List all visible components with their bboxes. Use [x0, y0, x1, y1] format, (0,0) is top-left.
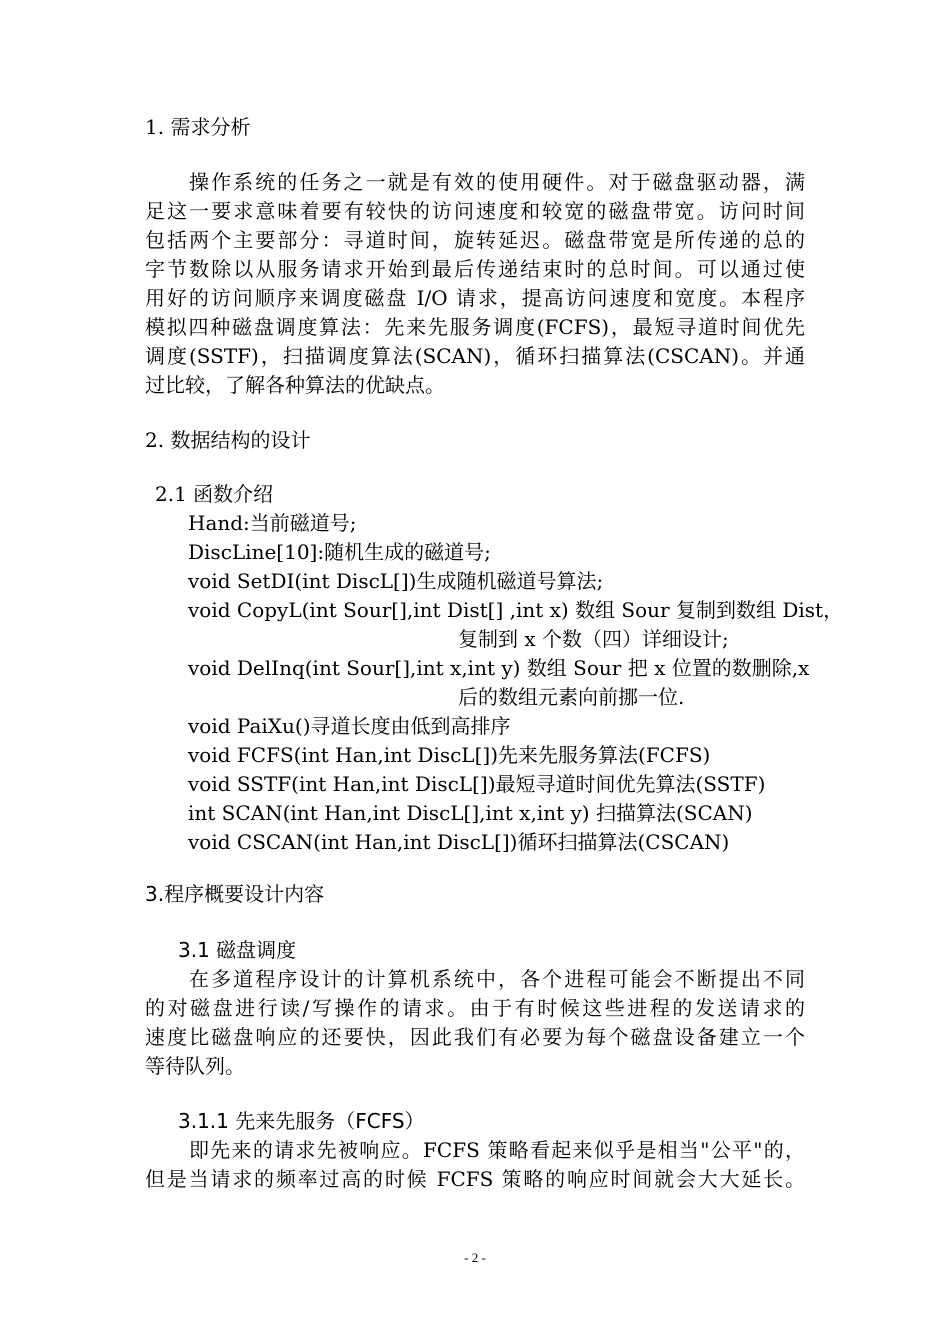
section-3-1-para-line-2: 的对磁盘进行读/写操作的请求。由于有时候这些进程的发送请求的: [145, 996, 805, 1020]
section-2-title: 2. 数据结构的设计: [145, 428, 311, 452]
function-item: Hand:当前磁道号;: [188, 511, 357, 535]
function-item-continuation: 后的数组元素向前挪一位.: [458, 685, 685, 709]
page-number: - 2 -: [464, 1250, 486, 1265]
function-item: void SSTF(int Han,int DiscL[])最短寻道时间优先算法(SSTF): [188, 772, 766, 796]
function-item: void CopyL(int Sour[],int Dist[] ,int x) 数组 Sour 复制到数组 Dist，: [188, 598, 844, 622]
section-3-1-para-line-1: 在多道程序设计的计算机系统中，各个进程可能会不断提出不同: [189, 967, 805, 991]
section-3-1-1-para-line-1: 即先来的请求先被响应。FCFS 策略看起来似乎是相当"公平"的，: [189, 1138, 805, 1162]
section-3-title: 3.程序概要设计内容: [145, 882, 325, 906]
section-3-1-title: 3.1 磁盘调度: [178, 938, 297, 962]
section-1-para-line-4: 字节数除以从服务请求开始到最后传递结束时的总时间。可以通过使: [145, 257, 805, 281]
function-item-continuation: 复制到 x 个数（四）详细设计;: [458, 627, 729, 651]
section-1-para-line-1: 操作系统的任务之一就是有效的使用硬件。对于磁盘驱动器，满: [189, 170, 805, 194]
function-item: void SetDI(int DiscL[])生成随机磁道号算法;: [188, 569, 604, 593]
function-item: void CSCAN(int Han,int DiscL[])循环扫描算法(CSCAN): [188, 830, 730, 854]
function-item: int SCAN(int Han,int DiscL[],int x,int y) 扫描算法(SCAN): [188, 801, 753, 825]
section-3-1-para-line-4: 等待队列。: [145, 1054, 245, 1078]
section-1-para-line-5: 用好的访问顺序来调度磁盘 I/O 请求，提高访问速度和宽度。本程序: [145, 286, 805, 310]
function-item: void FCFS(int Han,int DiscL[])先来先服务算法(FCFS): [188, 743, 711, 767]
function-item: DiscLine[10]:随机生成的磁道号;: [188, 540, 491, 564]
section-1-para-line-2: 足这一要求意味着要有较快的访问速度和较宽的磁盘带宽。访问时间: [145, 199, 805, 223]
section-3-1-1-title: 3.1.1 先来先服务（FCFS）: [178, 1109, 425, 1133]
function-item: void DelInq(int Sour[],int x,int y) 数组 Sour 把 x 位置的数删除,x: [188, 656, 810, 680]
section-1-para-line-7: 调度(SSTF)，扫描调度算法(SCAN)，循环扫描算法(CSCAN)。并通: [145, 344, 805, 368]
section-3-1-1-para-line-2: 但是当请求的频率过高的时候 FCFS 策略的响应时间就会大大延长。: [145, 1167, 805, 1191]
function-item: void PaiXu()寻道长度由低到高排序: [188, 714, 511, 738]
section-2-1-title: 2.1 函数介绍: [155, 482, 274, 506]
section-1-para-line-3: 包括两个主要部分：寻道时间，旋转延迟。磁盘带宽是所传递的总的: [145, 228, 805, 252]
section-1-title: 1. 需求分析: [145, 115, 251, 139]
section-1-para-line-6: 模拟四种磁盘调度算法：先来先服务调度(FCFS)，最短寻道时间优先: [145, 315, 805, 339]
section-3-1-para-line-3: 速度比磁盘响应的还要快，因此我们有必要为每个磁盘设备建立一个: [145, 1025, 805, 1049]
section-1-para-line-8: 过比较，了解各种算法的优缺点。: [145, 373, 445, 397]
